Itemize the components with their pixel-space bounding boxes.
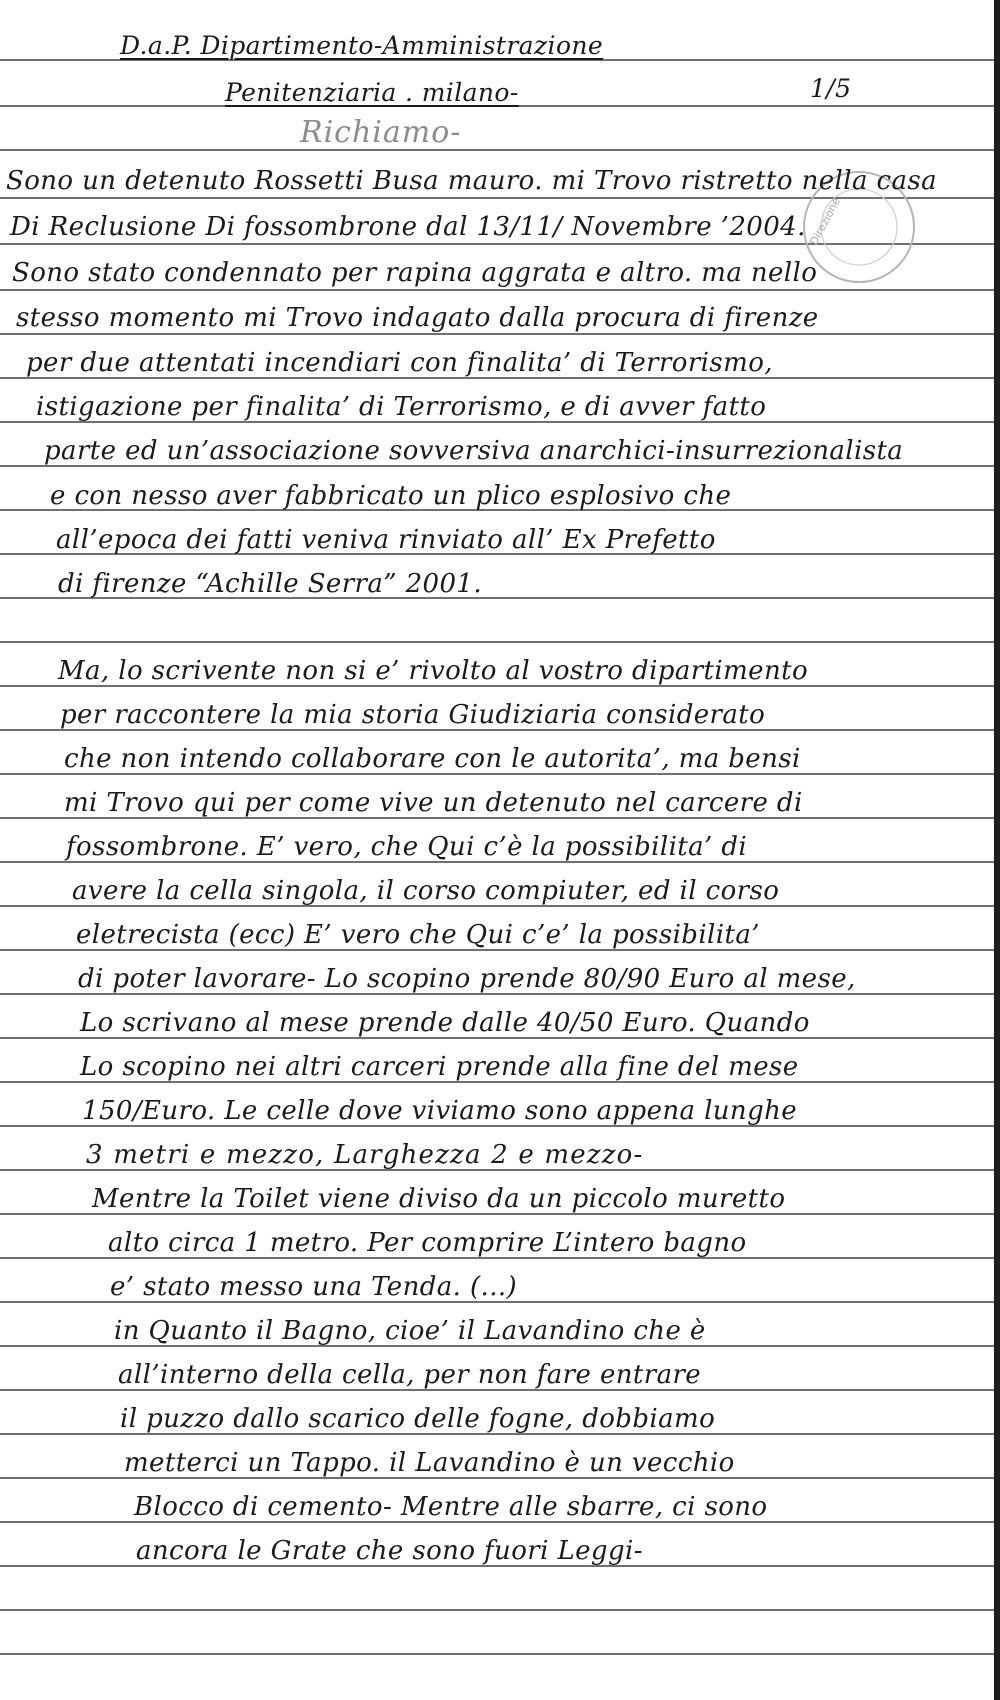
body-line: mi Trovo qui per come vive un detenuto nel carcere di	[64, 788, 803, 818]
body-line: fossombrone. E’ vero, che Qui c’è la possibilita’ di	[66, 832, 748, 862]
body-line: e’ stato messo una Tenda. (...)	[110, 1272, 518, 1302]
body-line: Sono stato condennato per rapina aggrata e altro. ma nello	[12, 258, 818, 288]
body-line: all’epoca dei fatti veniva rinviato all’ Ex Prefetto	[56, 525, 716, 555]
letter-title: Richiamo-	[300, 115, 462, 150]
body-line: e con nesso aver fabbricato un plico esplosivo che	[50, 481, 732, 511]
body-line: Lo scrivano al mese prende dalle 40/50 Euro. Quando	[80, 1008, 810, 1038]
body-line: Mentre la Toilet viene diviso da un piccolo muretto	[92, 1184, 786, 1214]
body-line: il puzzo dallo scarico delle fogne, dobbiamo	[120, 1404, 716, 1434]
stamp-text: Direzione	[807, 195, 844, 248]
body-line: Lo scopino nei altri carceri prende alla fine del mese	[80, 1052, 799, 1082]
body-line: all’interno della cella, per non fare entrare	[118, 1360, 702, 1390]
body-line: di firenze “Achille Serra” 2001.	[58, 569, 483, 599]
body-line: per raccontere la mia storia Giudiziaria considerato	[60, 700, 766, 730]
body-line: 3 metri e mezzo, Larghezza 2 e mezzo-	[86, 1140, 644, 1170]
body-line: per due attentati incendiari con finalita’ di Terrorismo,	[26, 348, 773, 378]
page-number: 1/5	[810, 74, 852, 103]
body-line: istigazione per finalita’ di Terrorismo, e di avver fatto	[36, 392, 767, 422]
body-line: 150/Euro. Le celle dove viviamo sono appena lunghe	[82, 1096, 798, 1126]
header-line-2: Penitenziaria . milano-	[225, 78, 519, 107]
body-line: parte ed un’associazione sovversiva anarchici-insurrezionalista	[44, 436, 904, 466]
body-line: in Quanto il Bagno, cioe’ il Lavandino che è	[114, 1316, 706, 1346]
page-edge-shadow	[994, 0, 1000, 1700]
body-line: Blocco di cemento- Mentre alle sbarre, ci sono	[134, 1492, 768, 1522]
body-line: Di Reclusione Di fossombrone dal 13/11/ Novembre ’2004.	[10, 212, 806, 242]
body-line: stesso momento mi Trovo indagato dalla procura di firenze	[16, 303, 819, 333]
body-line: metterci un Tappo. il Lavandino è un vecchio	[124, 1448, 735, 1478]
body-line: Sono un detenuto Rossetti Busa mauro. mi Trovo ristretto nella casa	[6, 166, 938, 196]
body-line: ancora le Grate che sono fuori Leggi-	[136, 1536, 643, 1566]
body-line: eletrecista (ecc) E’ vero che Qui c’e’ la possibilita’	[76, 920, 760, 950]
body-line: che non intendo collaborare con le autorita’, ma bensi	[64, 744, 801, 774]
body-line: alto circa 1 metro. Per comprire L’intero bagno	[108, 1228, 747, 1258]
body-line: di poter lavorare- Lo scopino prende 80/90 Euro al mese,	[78, 964, 856, 994]
body-line: avere la cella singola, il corso compiuter, ed il corso	[72, 876, 780, 906]
body-line: Ma, lo scrivente non si e’ rivolto al vostro dipartimento	[58, 656, 809, 686]
header-line-1: D.a.P. Dipartimento-Amministrazione	[120, 31, 604, 60]
